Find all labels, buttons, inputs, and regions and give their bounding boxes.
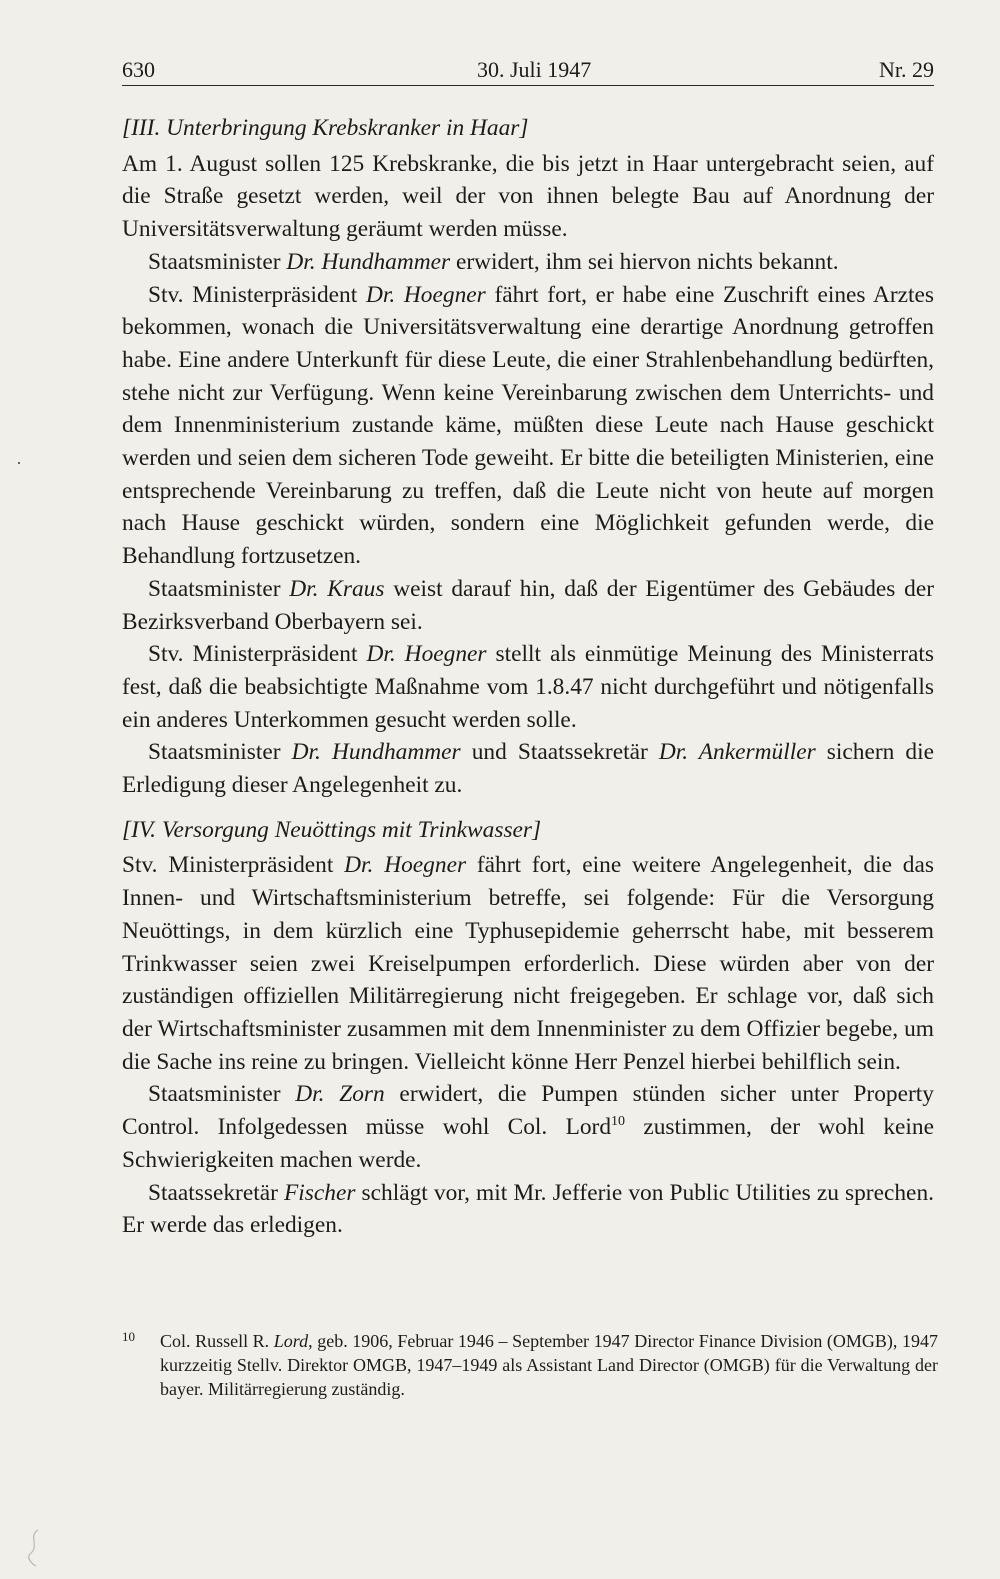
text-run: sichern die Erledigung dieser Angelegenheit zu.: [122, 739, 934, 799]
person-name: Dr. Kraus: [289, 575, 385, 602]
text-run: und Staatssekretär: [460, 739, 659, 766]
text-run: fährt fort, er habe eine Zuschrift eines Arztes bekommen, wonach die Universitätsverwaltung eine derartige Anordnung getroffen habe. Eine andere Unterkunft für diese Leute, die einer Strahlenbehandlung bedürften, stehe nicht zur Verfügung. Wenn keine Vereinbarung zwischen dem Unterrichts- und dem Innenministerium zustande käme, müßten diese Leute nach Hause geschickt werden und seien dem sicheren Tode geweiht. Er bitte die beteiligten Ministerien, eine entsprechende Vereinbarung zu treffen, daß die Leute nicht von heute auf morgen nach Hause geschickt würden, sondern eine Möglichkeit gefunden werde, die Behandlung fortzusetzen.: [122, 281, 934, 570]
text-run: Stv. Ministerpräsident: [148, 281, 366, 308]
text-run: Col. Russell R.: [160, 1331, 274, 1351]
paragraph: [122, 279, 934, 573]
issue-number: Nr. 29: [879, 57, 934, 82]
text-run: Stv. Ministerpräsident: [148, 641, 367, 668]
paragraph: [122, 1177, 934, 1242]
paragraph: [122, 573, 934, 638]
text-run: erwidert, die Pumpen stünden sicher unter Property Control. Infolgedessen müsse wohl Col. Lord: [122, 1081, 934, 1141]
person-name: Dr. Hundhammer: [291, 739, 461, 766]
paragraph: [122, 1078, 934, 1176]
person-name: Dr. Hoegner: [365, 281, 486, 308]
margin-mark: [24, 1528, 44, 1568]
person-name: Dr. Zorn: [295, 1081, 385, 1108]
text-run: Staatssekretär: [148, 1179, 284, 1206]
page-number: 630: [122, 57, 155, 82]
margin-speck: [18, 462, 20, 464]
person-name: Dr. Hundhammer: [286, 248, 451, 275]
text-run: , geb. 1906, Februar 1946 – September 1947 Director Finance Division (OMGB), 1947 kurzzeitig Stellv. Direktor OMGB, 1947–1949 als Assistant Land Director (OMGB) für die Verwaltung der bayer. Militärregierung zuständig.: [160, 1331, 938, 1399]
document-page: [122, 55, 934, 1242]
person-name: Fischer: [283, 1179, 356, 1206]
paragraph: [122, 849, 934, 1078]
text-run: Staatsminister: [148, 1081, 296, 1108]
footnote: [122, 1329, 938, 1401]
main-text: [122, 112, 934, 1242]
text-run: Staatsminister: [148, 575, 290, 602]
person-name: Dr. Ankermüller: [658, 739, 816, 766]
person-name: Lord: [273, 1331, 309, 1351]
person-name: Dr. Hoegner: [366, 641, 487, 668]
running-header: [122, 55, 934, 86]
paragraph: [122, 246, 934, 279]
footnote-number: 10: [122, 1329, 135, 1344]
text-run: zustimmen, der wohl keine Schwierigkeiten machen werde.: [122, 1114, 934, 1173]
text-run: Staatsminister: [148, 248, 287, 275]
person-name: Dr. Hoegner: [344, 852, 467, 879]
footnotes: [122, 1329, 938, 1401]
footnote-text: [160, 1329, 938, 1401]
header-date: 30. Juli 1947: [477, 57, 592, 82]
paragraph: [122, 638, 934, 736]
text-run: erwidert, ihm sei hiervon nichts bekannt.: [450, 248, 839, 275]
section-heading: [III. Unterbringung Krebskranker in Haar]: [122, 115, 529, 141]
text-run: Am 1. August sollen 125 Krebskranke, die bis jetzt in Haar untergebracht seien, auf die Straße gesetzt werden, weil der von ihnen belegte Bau auf Anordnung der Universitätsverwaltung geräumt werden müsse.: [122, 150, 934, 243]
section-heading: [IV. Versorgung Neuöttings mit Trinkwasser]: [122, 816, 542, 843]
paragraph: [122, 148, 934, 246]
text-run: stellt als einmütige Meinung des Ministerrats fest, daß die beabsichtigte Maßnahme vom 1.8.47 nicht durchgeführt und nötigenfalls ein anderes Unterkommen gesucht werden solle.: [122, 641, 934, 733]
text-run: schlägt vor, mit Mr. Jefferie von Public Utilities zu sprechen. Er werde das erledigen.: [122, 1179, 934, 1239]
footnote-reference: 10: [611, 1114, 626, 1130]
text-run: fährt fort, eine weitere Angelegenheit, die das Innen- und Wirtschaftsministerium betreffe, sei folgende: Für die Versorgung Neuöttings, in dem kürzlich eine Typhusepidemie geherrscht habe, mit besserem Trinkwasser seien zwei Kreiselpumpen erforderlich. Diese würden aber von der zuständigen offiziellen Militärregierung nicht freigegeben. Er schlage vor, daß sich der Wirtschaftsminister zusammen mit dem Innenminister zu dem Offizier begebe, um die Sache ins reine zu bringen. Vielleicht könne Herr Penzel hierbei behilflich sein.: [122, 852, 934, 1075]
text-run: weist darauf hin, daß der Eigentümer des Gebäudes der Bezirksverband Oberbayern sei.: [122, 575, 934, 635]
text-run: Staatsminister: [148, 739, 292, 766]
text-run: Stv. Ministerpräsident: [122, 852, 345, 879]
paragraph: [122, 736, 934, 801]
